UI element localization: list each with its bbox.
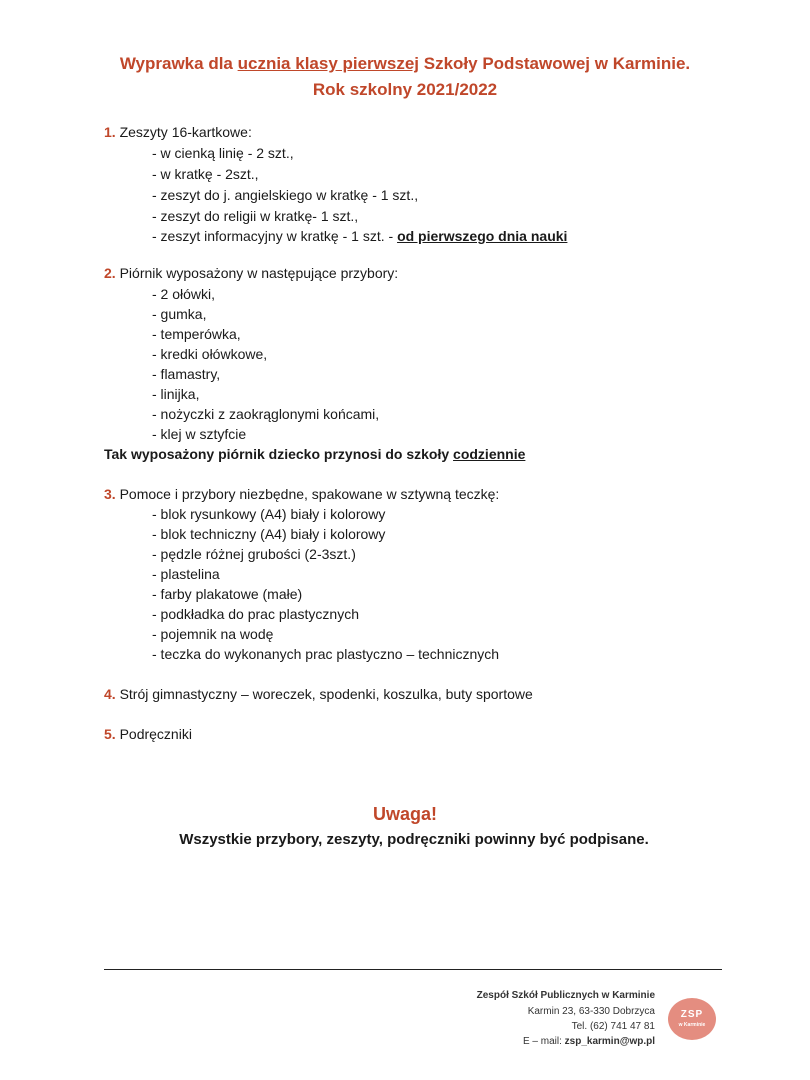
footer-phone: Tel. (62) 741 47 81 bbox=[571, 1021, 655, 1032]
list-item: - pędzle różnej grubości (2-3szt.) bbox=[152, 546, 356, 562]
section-5-title: Podręczniki bbox=[119, 726, 192, 742]
section-1-title: Zeszyty 16-kartkowe: bbox=[119, 124, 252, 140]
note-text: Tak wyposażony piórnik dziecko przynosi do szkoły bbox=[104, 446, 454, 462]
list-item: - blok techniczny (A4) biały i kolorowy bbox=[152, 526, 386, 542]
section-2-heading bbox=[104, 265, 398, 281]
list-item: - w cienką linię - 2 szt., bbox=[152, 145, 294, 161]
school-year: Rok szkolny 2021/2022 bbox=[312, 80, 498, 99]
document-title bbox=[0, 54, 810, 74]
title-part-b: Szkoły Podstawowej w Karminie. bbox=[419, 54, 691, 73]
list-item: - w kratkę - 2szt., bbox=[152, 166, 259, 182]
footer-email-line bbox=[523, 1036, 655, 1047]
section-4-heading bbox=[104, 686, 533, 702]
logo-subtext: w Karminie bbox=[678, 1022, 706, 1028]
section-5-number: 5. bbox=[104, 726, 116, 742]
warning-text: Wszystkie przybory, zeszyty, podręczniki powinny być podpisane. bbox=[179, 831, 649, 848]
footer-divider bbox=[104, 969, 722, 970]
list-item-text: - zeszyt informacyjny w kratkę - 1 szt. - bbox=[152, 228, 398, 244]
title-part-a: Wyprawka dla bbox=[119, 54, 238, 73]
list-item-with-emphasis bbox=[152, 228, 567, 244]
section-3-number: 3. bbox=[104, 486, 116, 502]
list-item: - klej w sztyfcie bbox=[152, 426, 247, 442]
list-item: - farby plakatowe (małe) bbox=[152, 586, 303, 602]
pencil-case-note bbox=[104, 446, 525, 462]
note-emphasis: codziennie bbox=[453, 446, 526, 462]
list-item: - gumka, bbox=[152, 306, 207, 322]
list-item: - teczka do wykonanych prac plastyczno – technicznych bbox=[152, 646, 500, 662]
list-item: - kredki ołówkowe, bbox=[152, 346, 268, 362]
list-item: - zeszyt do j. angielskiego w kratkę - 1 szt., bbox=[152, 187, 419, 203]
section-2-title: Piórnik wyposażony w następujące przybory: bbox=[119, 265, 399, 281]
list-item: - 2 ołówki, bbox=[152, 286, 216, 302]
list-item: - podkładka do prac plastycznych bbox=[152, 606, 359, 622]
section-1-heading bbox=[104, 124, 252, 140]
footer-org: Zespół Szkół Publicznych w Karminie bbox=[476, 990, 655, 1001]
emphasis-first-day: od pierwszego dnia nauki bbox=[397, 228, 568, 244]
section-3-title: Pomoce i przybory niezbędne, spakowane w sztywną teczkę: bbox=[119, 486, 500, 502]
section-3-heading bbox=[104, 486, 499, 502]
list-item: - linijka, bbox=[152, 386, 200, 402]
section-2-number: 2. bbox=[104, 265, 116, 281]
list-item: - pojemnik na wodę bbox=[152, 626, 274, 642]
title-underlined: ucznia klasy pierwszej bbox=[237, 54, 420, 73]
section-4-number: 4. bbox=[104, 686, 116, 702]
section-4-title: Strój gimnastyczny – woreczek, spodenki, koszulka, buty sportowe bbox=[119, 686, 533, 702]
list-item: - blok rysunkowy (A4) biały i kolorowy bbox=[152, 506, 386, 522]
school-logo bbox=[668, 998, 716, 1040]
list-item: - nożyczki z zaokrąglonymi końcami, bbox=[152, 406, 380, 422]
list-item: - plastelina bbox=[152, 566, 220, 582]
warning-heading: Uwaga! bbox=[372, 804, 437, 824]
list-item: - zeszyt do religii w kratkę- 1 szt., bbox=[152, 208, 359, 224]
section-5-heading bbox=[104, 726, 192, 742]
logo-text: ZSP bbox=[680, 1009, 704, 1020]
footer-address: Karmin 23, 63-330 Dobrzyca bbox=[527, 1006, 655, 1017]
list-item: - temperówka, bbox=[152, 326, 241, 342]
footer-email-label: E – mail: bbox=[522, 1036, 565, 1047]
footer-email: zsp_karmin@wp.pl bbox=[564, 1036, 655, 1047]
section-1-number: 1. bbox=[104, 124, 116, 140]
list-item: - flamastry, bbox=[152, 366, 221, 382]
